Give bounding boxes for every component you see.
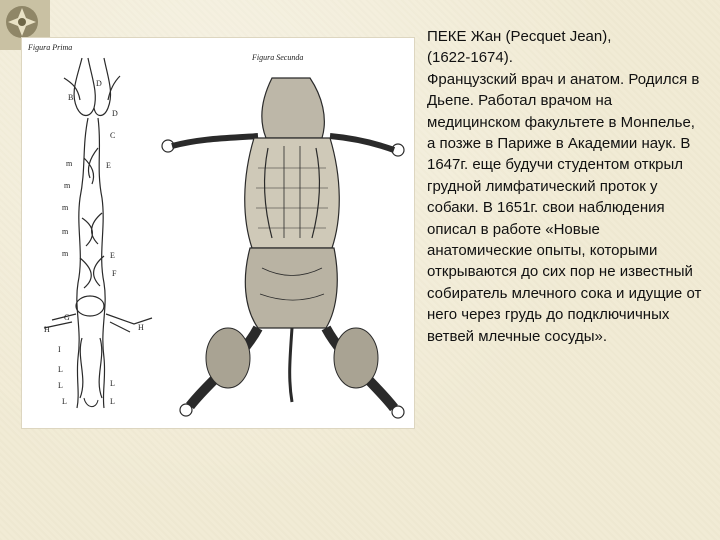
svg-text:m: m	[64, 181, 71, 190]
figure-prima-label: Figura Prima	[28, 43, 73, 52]
svg-text:H: H	[44, 325, 50, 334]
svg-text:E: E	[106, 161, 111, 170]
biography-years: (1622-1674).	[427, 49, 513, 67]
svg-text:F: F	[112, 269, 117, 278]
svg-text:B: B	[68, 93, 74, 102]
biography-heading: ПЕКЕ Жан (Pecquet Jean),	[427, 28, 612, 45]
figure-prima	[44, 58, 152, 408]
biography-body: Французский врач и анатом. Родился в Дьепе. Работал врачом на медицинском факультете в Монпелье, а позже в Париже в Академии наук. В 1647г. еще будучи студентом открыл грудной лимфатический проток у собаки. В 1651г. свои наблюдения описал в работе «Новые анатомические опыты, которыми открываются до сих пор не известный собиратель млечного сока и идущие от него через грудь до подключичных ветвей млечные сосуды».	[427, 70, 702, 345]
svg-text:m: m	[62, 249, 69, 258]
svg-text:G: G	[64, 313, 70, 322]
svg-text:H: H	[138, 323, 144, 332]
svg-text:m: m	[62, 203, 69, 212]
svg-text:L: L	[110, 397, 115, 406]
svg-text:L: L	[58, 381, 63, 390]
svg-text:L: L	[58, 365, 63, 374]
svg-text:L: L	[62, 397, 67, 406]
figure-prima-letters	[44, 79, 144, 406]
figure-secunda	[162, 78, 404, 418]
svg-text:C: C	[110, 131, 116, 140]
svg-text:L: L	[110, 379, 115, 388]
svg-text:m: m	[66, 159, 73, 168]
svg-text:I: I	[58, 345, 61, 354]
svg-text:D: D	[96, 79, 102, 88]
svg-text:E: E	[110, 251, 115, 260]
svg-text:m: m	[62, 227, 69, 236]
figure-secunda-label: Figura Secunda	[252, 53, 304, 62]
biography-text	[427, 26, 707, 347]
anatomical-engraving	[22, 38, 414, 428]
svg-text:D: D	[112, 109, 118, 118]
